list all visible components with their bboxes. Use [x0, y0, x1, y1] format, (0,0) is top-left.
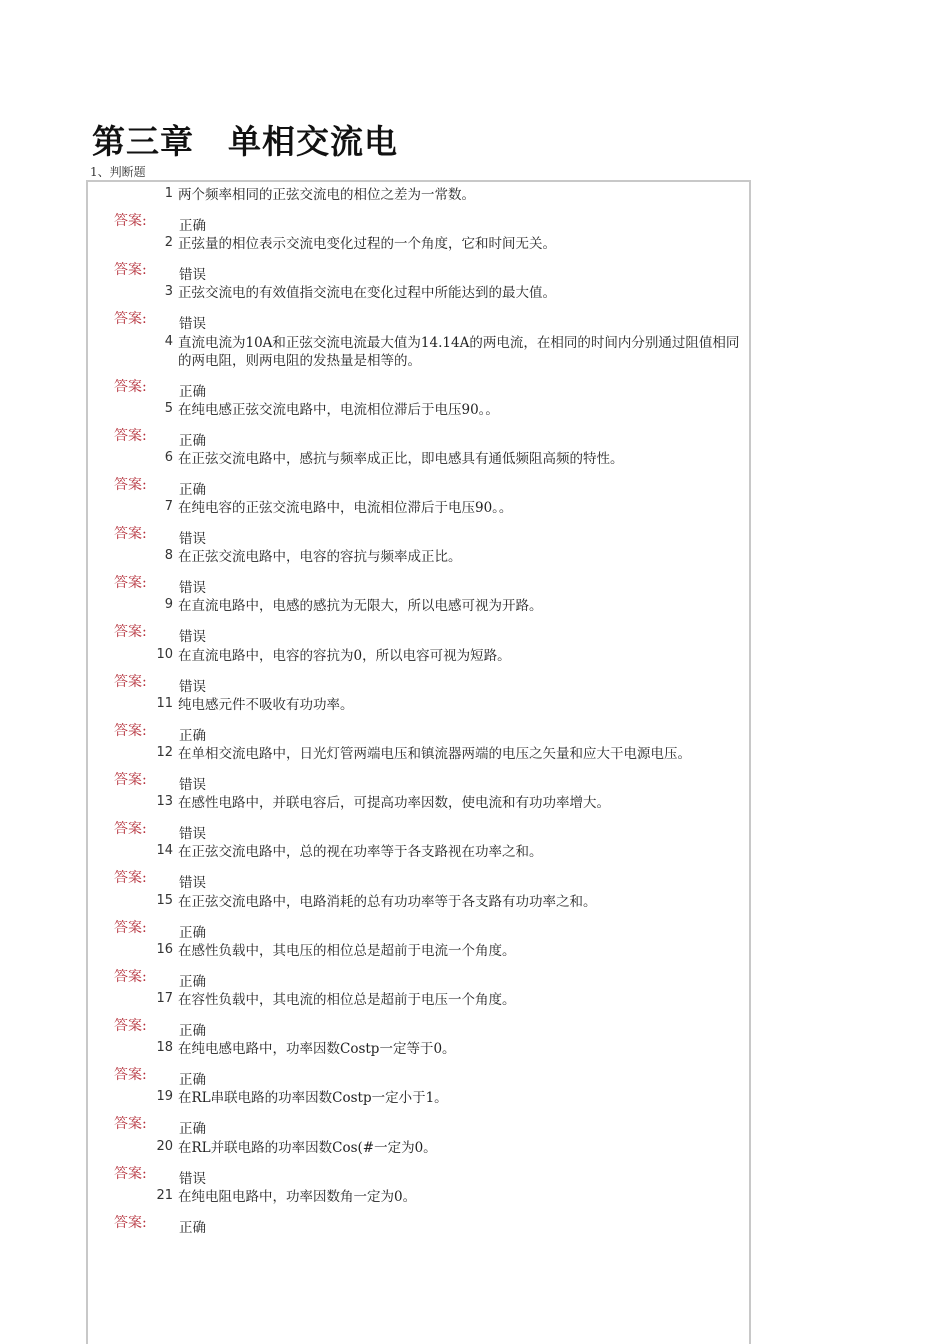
answer-label: 答案: — [114, 262, 147, 279]
answer-value: 错误 — [179, 1170, 206, 1187]
question-number: 12 — [156, 745, 173, 760]
answer-value: 正确 — [179, 924, 206, 941]
question-text: 在直流电路中，电感的感抗为无限大，所以电感可视为开路。 — [178, 598, 543, 615]
question-text: 在纯电感正弦交流电路中，电流相位滞后于电压90。。 — [178, 401, 499, 418]
answer-value: 错误 — [179, 678, 206, 695]
question-number: 14 — [156, 843, 173, 859]
answer-label: 答案: — [114, 476, 147, 493]
question-number: 11 — [156, 695, 173, 711]
question-text: 在感性负载中，其电压的相位总是超前于电流一个角度。 — [178, 942, 516, 959]
question-number: 19 — [156, 1089, 173, 1105]
answer-value: 错误 — [179, 629, 206, 646]
question-number: 20 — [156, 1138, 173, 1154]
question-number: 9 — [164, 597, 173, 613]
answer-label: 答案: — [114, 1067, 147, 1084]
question-text: 在纯电容的正弦交流电路中，电流相位滞后于电压90。。 — [178, 500, 513, 516]
answer-label: 答案: — [114, 722, 147, 739]
question-number: 21 — [156, 1187, 173, 1203]
question-text: 在正弦交流电路中，电容的容抗与频率成正比。 — [178, 549, 462, 566]
question-number: 18 — [156, 1040, 173, 1056]
answer-label: 答案: — [114, 1165, 147, 1182]
answer-value: 正确 — [179, 218, 206, 234]
question-text: 在感性电路中，并联电容后，可提高功率因数，使电流和有功功率增大。 — [178, 795, 610, 812]
answer-value: 正确 — [179, 1023, 206, 1039]
question-list — [86, 180, 751, 1344]
section-heading: 1、判断题 — [90, 165, 146, 179]
answer-label: 答案: — [114, 575, 147, 592]
answer-label: 答案: — [114, 1116, 147, 1133]
question-number: 15 — [156, 892, 173, 908]
question-text: 在单相交流电路中，日光灯管两端电压和镇流器两端的电压之矢量和应大干电源电压。 — [178, 746, 691, 762]
answer-label: 答案: — [114, 427, 147, 444]
answer-value: 正确 — [179, 383, 206, 400]
answer-value: 错误 — [179, 826, 206, 843]
answer-label: 答案: — [114, 870, 147, 887]
answer-label: 答案: — [114, 378, 147, 395]
question-text: 在正弦交流电路中，总的视在功率等于各支路视在功率之和。 — [178, 844, 543, 861]
answer-label: 答案: — [114, 772, 147, 788]
answer-label: 答案: — [114, 213, 147, 229]
question-number: 16 — [156, 941, 173, 957]
question-text: 在纯电阻电路中，功率因数角一定为0。 — [178, 1188, 417, 1205]
question-number: 17 — [156, 991, 173, 1006]
chapter-title: 第三章 单相交流电 — [92, 122, 398, 161]
answer-label: 答案: — [114, 1018, 147, 1034]
question-number: 10 — [156, 646, 173, 662]
answer-value: 正确 — [179, 973, 206, 990]
answer-value: 错误 — [179, 316, 206, 333]
question-text: 在纯电感电路中，功率因数Costp一定等于0。 — [178, 1041, 456, 1058]
question-number: 13 — [156, 794, 173, 810]
answer-label: 答案: — [114, 821, 147, 838]
question-text: 正弦量的相位表示交流电变化过程的一个角度，它和时间无关。 — [178, 236, 556, 253]
question-text: 两个频率相同的正弦交流电的相位之差为一常数。 — [178, 187, 475, 203]
question-text: 在正弦交流电路中，电路消耗的总有功功率等于各支路有功功率之和。 — [178, 893, 597, 910]
question-number: 2 — [164, 235, 173, 251]
answer-value: 错误 — [179, 777, 206, 793]
question-text: 直流电流为10A和正弦交流电流最大值为14.14A的两电流，在相同的时间内分别通过阻值相同的两电阻，则两电阻的发热量是相等的。 — [178, 334, 740, 369]
answer-label: 答案: — [114, 1214, 147, 1231]
question-text: 纯电感元件不吸收有功功率。 — [178, 696, 354, 713]
answer-label: 答案: — [114, 968, 147, 985]
answer-value: 错误 — [179, 267, 206, 284]
question-number: 8 — [164, 548, 173, 564]
question-text: 在直流电路中，电容的容抗为0，所以电容可视为短路。 — [178, 647, 511, 664]
answer-value: 正确 — [179, 1219, 206, 1236]
question-number: 1 — [164, 186, 173, 201]
answer-label: 答案: — [114, 311, 147, 328]
question-number: 7 — [164, 499, 173, 514]
answer-value: 错误 — [179, 531, 206, 547]
answer-label: 答案: — [114, 673, 147, 690]
answer-label: 答案: — [114, 919, 147, 936]
answer-value: 错误 — [179, 580, 206, 597]
answer-value: 正确 — [179, 1121, 206, 1138]
answer-value: 正确 — [179, 432, 206, 449]
question-text: 在RL并联电路的功率因数Cos(#一定为0。 — [178, 1139, 437, 1156]
answer-value: 正确 — [179, 1072, 206, 1089]
question-number: 3 — [164, 284, 173, 300]
question-text: 在正弦交流电路中，感抗与频率成正比，即电感具有通低频阻高频的特性。 — [178, 450, 624, 467]
answer-label: 答案: — [114, 624, 147, 641]
question-number: 5 — [164, 400, 173, 416]
question-number: 4 — [164, 333, 173, 349]
answer-value: 正确 — [179, 727, 206, 744]
question-text: 在容性负载中，其电流的相位总是超前于电压一个角度。 — [178, 992, 516, 1008]
answer-value: 正确 — [179, 481, 206, 498]
question-text: 在RL串联电路的功率因数Costp一定小于1。 — [178, 1090, 448, 1107]
question-number: 6 — [164, 449, 173, 465]
answer-value: 错误 — [179, 875, 206, 892]
answer-label: 答案: — [114, 526, 147, 542]
question-text: 正弦交流电的有效值指交流电在变化过程中所能达到的最大值。 — [178, 285, 556, 302]
